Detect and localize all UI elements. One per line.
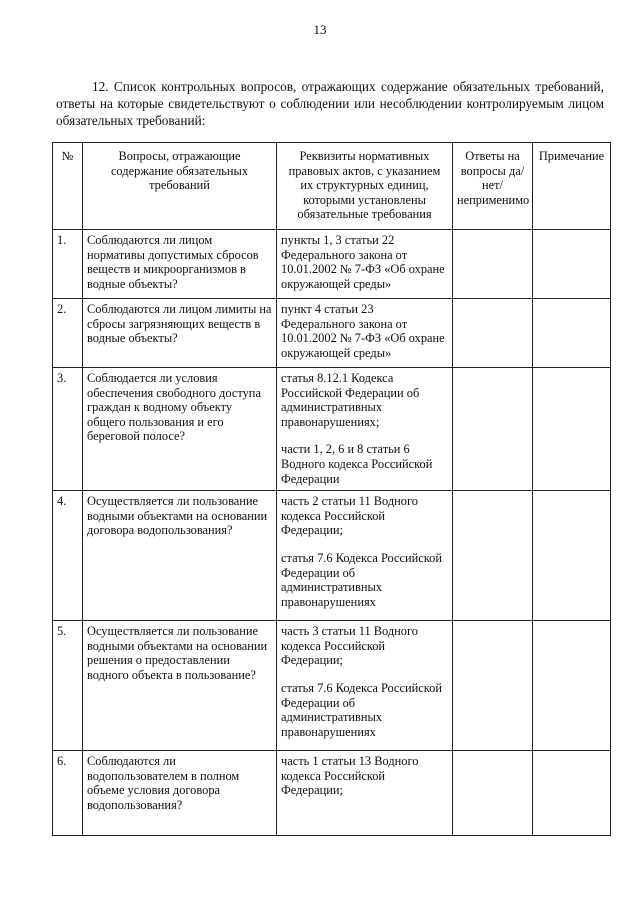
row-answer-cell — [453, 368, 533, 491]
header-questions: Вопросы, отражающие содержание обязательных требований — [83, 143, 277, 230]
row-answer-cell — [453, 299, 533, 368]
row-number: 6. — [53, 751, 83, 836]
row-legal-refs — [277, 368, 453, 491]
header-notes: Примечание — [533, 143, 611, 230]
row-question: Соблюдаются ли лицом нормативы допустимых сбросов веществ и микроорганизмов в водные объекты? — [83, 230, 277, 299]
row-note-cell — [533, 751, 611, 836]
row-answer-cell — [453, 751, 533, 836]
row-note-cell — [533, 491, 611, 621]
header-answers: Ответы на вопросы да/нет/ неприменимо — [453, 143, 533, 230]
table-row — [53, 751, 611, 836]
row-question: Соблюдается ли условия обеспечения свободного доступа граждан к водному объекту общего пользования и его береговой полосе? — [83, 368, 277, 491]
table-row — [53, 299, 611, 368]
legal-ref: пункт 4 статьи 23 Федерального закона от 10.01.2002 № 7-ФЗ «Об охране окружающей среды» — [281, 302, 445, 360]
row-number: 2. — [53, 299, 83, 368]
requirements-table — [52, 142, 611, 836]
row-legal-refs — [277, 621, 453, 751]
row-number: 4. — [53, 491, 83, 621]
legal-ref: статья 7.6 Кодекса Российской Федерации об административных правонарушениях — [281, 550, 443, 609]
row-question: Осуществляется ли пользование водными объектами на основании договора водопользования? — [83, 491, 277, 621]
legal-ref: часть 3 статьи 11 Водного кодекса Российской Федерации; — [281, 624, 418, 668]
row-answer-cell — [453, 621, 533, 751]
row-question: Соблюдаются ли лицом лимиты на сбросы загрязняющих веществ в водные объекты? — [83, 299, 277, 368]
legal-ref: статья 8.12.1 Кодекса Российской Федерации об административных правонарушениях; — [281, 371, 420, 429]
header-number: № — [53, 143, 83, 230]
header-legal-refs: Реквизиты нормативных правовых актов, с указанием их структурных единиц, которыми установлены обязательные требования — [277, 143, 453, 230]
row-number: 3. — [53, 368, 83, 491]
row-number: 1. — [53, 230, 83, 299]
page-number: 13 — [313, 22, 327, 37]
legal-ref: части 1, 2, 6 и 8 статьи 6 Водного кодекса Российской Федерации — [281, 442, 433, 486]
table-row — [53, 621, 611, 751]
legal-ref: часть 2 статьи 11 Водного кодекса Российской Федерации; — [281, 494, 418, 538]
row-legal-refs — [277, 230, 453, 299]
table-header-row — [53, 143, 611, 230]
row-question: Осуществляется ли пользование водными объектами на основании решения о предоставлении водного объекта в пользование? — [83, 621, 277, 751]
table-row — [53, 491, 611, 621]
row-question: Соблюдаются ли водопользователем в полном объеме условия договора водопользования? — [83, 751, 277, 836]
table-row — [53, 230, 611, 299]
legal-ref: пункты 1, 3 статьи 22 Федерального закона от 10.01.2002 № 7-ФЗ «Об охране окружающей среды» — [281, 233, 445, 291]
row-legal-refs — [277, 299, 453, 368]
table-row — [53, 368, 611, 491]
row-note-cell — [533, 299, 611, 368]
row-answer-cell — [453, 491, 533, 621]
row-note-cell — [533, 621, 611, 751]
row-number: 5. — [53, 621, 83, 751]
row-legal-refs — [277, 751, 453, 836]
row-legal-refs — [277, 491, 453, 621]
intro-paragraph: 12. Список контрольных вопросов, отражающих содержание обязательных требований, ответы на которые свидетельствуют о соблюдении или несоблюдении контролируемым лицом обязательных требований: — [56, 79, 604, 128]
row-note-cell — [533, 230, 611, 299]
legal-ref: статья 7.6 Кодекса Российской Федерации об административных правонарушениях — [281, 680, 443, 739]
row-note-cell — [533, 368, 611, 491]
legal-ref: часть 1 статьи 13 Водного кодекса Российской Федерации; — [281, 754, 419, 798]
row-answer-cell — [453, 230, 533, 299]
